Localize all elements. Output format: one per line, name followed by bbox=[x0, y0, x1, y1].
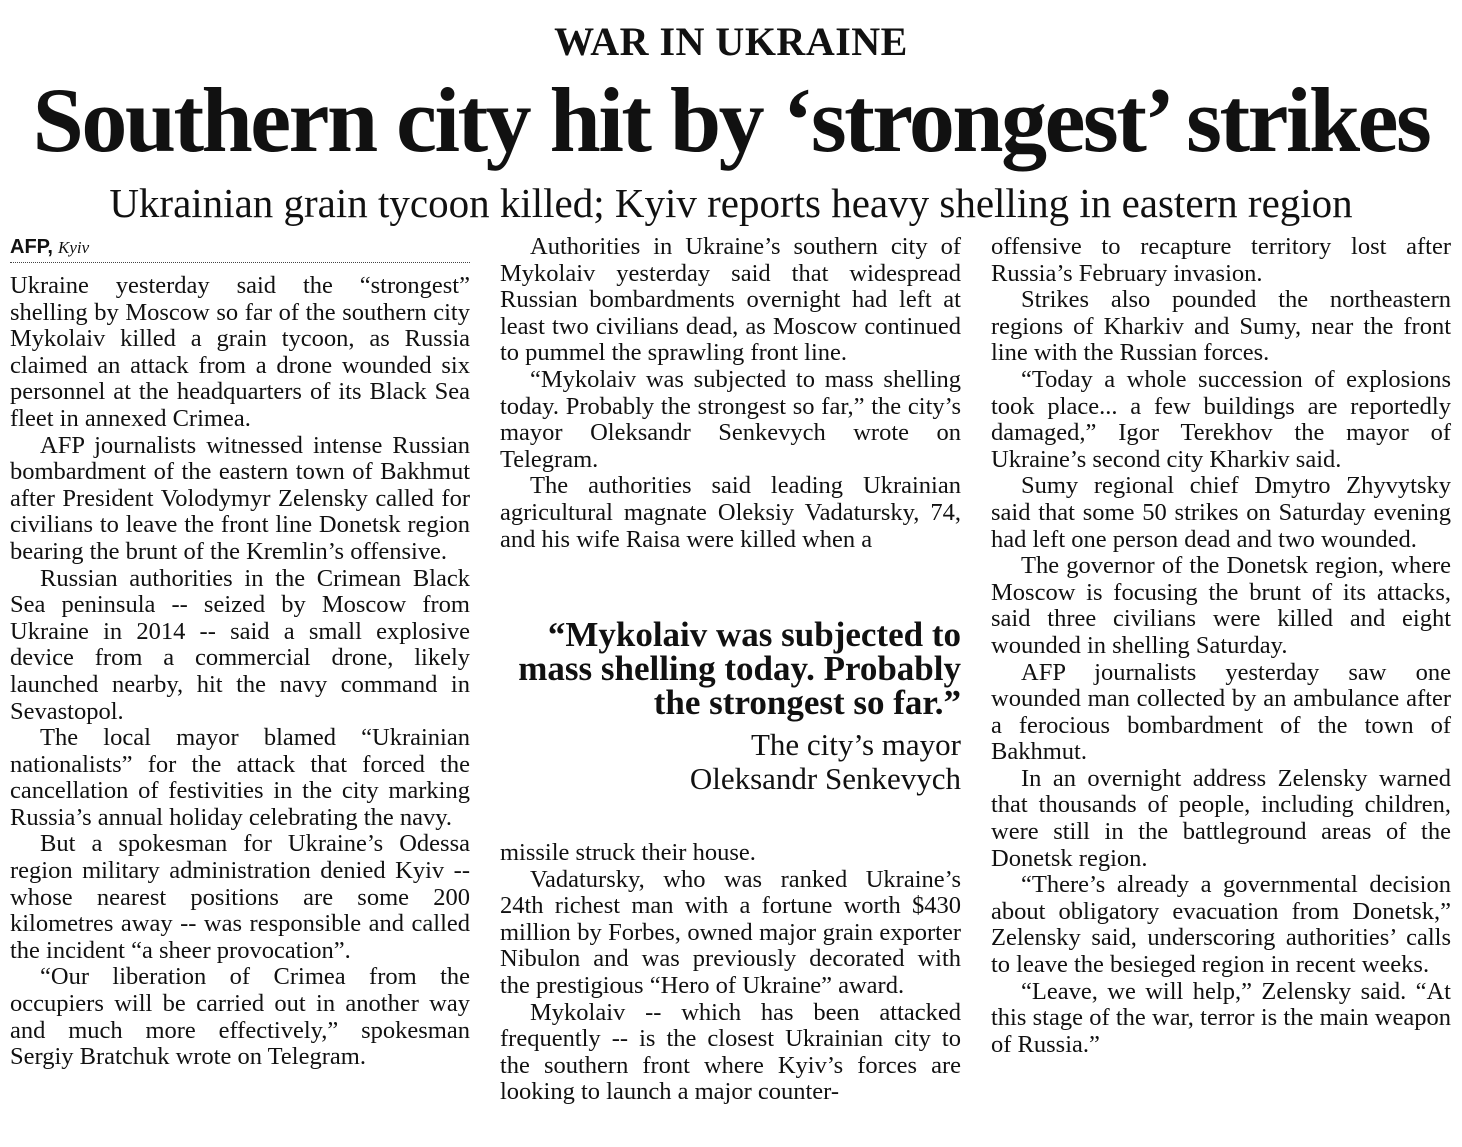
pull-quote-attribution bbox=[500, 728, 961, 796]
byline bbox=[10, 234, 470, 263]
paragraph: Vadatursky, who was ranked Ukraine’s 24th richest man with a fortune worth $430 million by Forbes, owned major grain exporter Nibulon and was previously decorated with the prestigious “Hero of Ukraine” award. bbox=[500, 865, 961, 999]
paragraph: Ukraine yesterday said the “strongest” shelling by Moscow so far of the southern city Mykolaiv killed a grain tycoon, as Russia claimed an attack from a drone wounded six personnel at the headquarters of its Black Sea fleet in annexed Crimea. bbox=[10, 272, 470, 432]
article-column-1 bbox=[10, 234, 470, 1071]
byline-agency: AFP, bbox=[10, 236, 53, 258]
subheadline: Ukrainian grain tycoon killed; Kyiv reports heavy shelling in eastern region bbox=[109, 180, 1353, 226]
pull-quote-attribution-role: The city’s mayor bbox=[750, 727, 961, 762]
headline: Southern city hit by ‘strongest’ strikes bbox=[32, 69, 1430, 171]
paragraph: The authorities said leading Ukrainian agricultural magnate Oleksiy Vadatursky, 74, and his wife Raisa were killed when a bbox=[500, 472, 961, 553]
paragraph: AFP journalists yesterday saw one wounded man collected by an ambulance after a ferocious bombardment of the town of Bakhmut. bbox=[991, 658, 1451, 766]
paragraph: “Our liberation of Crimea from the occupiers will be carried out in another way and much more effectively,” spokesman Sergiy Bratchuk wrote on Telegram. bbox=[10, 963, 470, 1071]
paragraph: missile struck their house. bbox=[500, 839, 756, 866]
paragraph: But a spokesman for Ukraine’s Odessa region military administration denied Kyiv -- whose nearest positions are some 200 kilometres away -- was responsible and called the incident “a sheer provocation”. bbox=[10, 830, 470, 964]
paragraph: “Leave, we will help,” Zelensky said. “At this stage of the war, terror is the main weapon of Russia.” bbox=[991, 977, 1451, 1058]
paragraph: Russian authorities in the Crimean Black Sea peninsula -- seized by Moscow from Ukraine in 2014 -- said a small explosive device from a commercial drone, likely launched nearby, hit the navy command in Sevastopol. bbox=[10, 564, 470, 725]
paragraph: In an overnight address Zelensky warned that thousands of people, including children, were still in the battleground areas of the Donetsk region. bbox=[991, 764, 1451, 872]
article-column-3 bbox=[991, 234, 1451, 1058]
paragraph: Strikes also pounded the northeastern regions of Kharkiv and Sumy, near the front line with the Russian forces. bbox=[991, 286, 1451, 367]
article-column-2 bbox=[500, 234, 961, 553]
paragraph: The local mayor blamed “Ukrainian nationalists” for the attack that forced the cancellation of festivities in the city marking Russia’s annual holiday celebrating the navy. bbox=[10, 724, 470, 831]
paragraph: “Mykolaiv was subjected to mass shelling today. Probably the strongest so far,” the city’s mayor Oleksandr Senkevych wrote on Telegram. bbox=[500, 365, 961, 473]
paragraph: offensive to recapture territory lost after Russia’s February invasion. bbox=[991, 233, 1451, 287]
paragraph: AFP journalists witnessed intense Russian bombardment of the eastern town of Bakhmut after President Volodymyr Zelensky called for civilians to leave the front line Donetsk region bearing the brunt of the Kremlin’s offensive. bbox=[10, 431, 470, 565]
pull-quote-text: “Mykolaiv was subjected to mass shelling today. Probably the strongest so far.” bbox=[518, 615, 961, 722]
pull-quote-attribution-name: Oleksandr Senkevych bbox=[689, 761, 961, 796]
pull-quote bbox=[500, 615, 961, 796]
paragraph: “Today a whole succession of explosions took place... a few buildings are reportedly damaged,” Igor Terekhov the mayor of Ukraine’s second city Kharkiv said. bbox=[991, 365, 1451, 473]
article-column-2-continued bbox=[500, 840, 961, 1106]
paragraph: Sumy regional chief Dmytro Zhyvytsky said that some 50 strikes on Saturday evening had left one person dead and two wounded. bbox=[991, 472, 1451, 553]
paragraph: “There’s already a governmental decision about obligatory evacuation from Donetsk,” Zelensky said, underscoring authorities’ calls to leave the besieged region in recent weeks. bbox=[991, 871, 1451, 979]
section-label: WAR IN UKRAINE bbox=[554, 19, 908, 64]
paragraph: The governor of the Donetsk region, where Moscow is focusing the brunt of its attacks, said three civilians were killed and eight wounded in shelling Saturday. bbox=[991, 552, 1451, 659]
paragraph: Mykolaiv -- which has been attacked frequently -- is the closest Ukrainian city to the southern front where Kyiv’s forces are looking to launch a major counter- bbox=[500, 998, 961, 1106]
paragraph: Authorities in Ukraine’s southern city of Mykolaiv yesterday said that widespread Russian bombardments overnight had left at least two civilians dead, as Moscow continued to pummel the sprawling front line. bbox=[500, 233, 961, 367]
byline-place: Kyiv bbox=[57, 238, 90, 257]
